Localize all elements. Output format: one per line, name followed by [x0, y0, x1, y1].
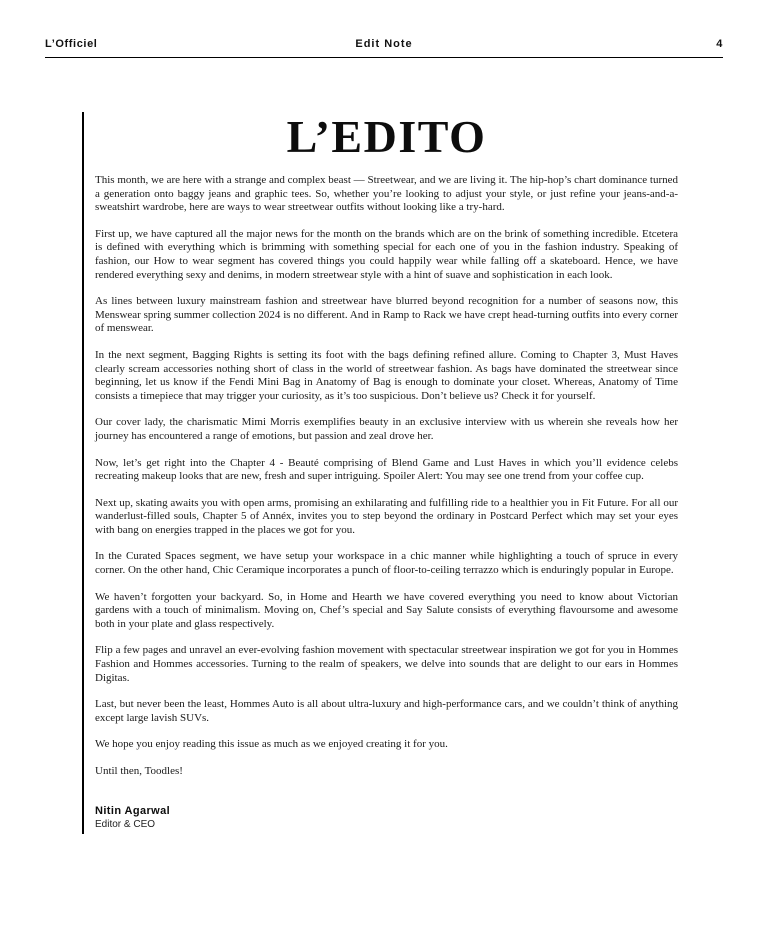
signature-name: Nitin Agarwal — [95, 804, 171, 817]
article-paragraph: Flip a few pages and unravel an ever-evolving fashion movement with spectacular streetwear inspiration we got for you in Hommes Fashion and Hommes accessories. Turning to the realm of speakers, we delve into sounds that are delight to our ears in Hommes Digitas. — [95, 644, 678, 684]
article-body — [95, 174, 678, 779]
article-paragraph: In the Curated Spaces segment, we have setup your workspace in a chic manner while highlighting a touch of spruce in every corner. On the other hand, Chic Ceramique incorporates a punch of floor-to-ceiling terrazzo which is enduringly popular in Europe. — [95, 550, 678, 577]
header-rule — [45, 57, 723, 58]
article-title: L’EDITO — [286, 111, 487, 162]
article-paragraph: We hope you enjoy reading this issue as much as we enjoyed creating it for you. — [95, 738, 448, 751]
signature-role: Editor & CEO — [95, 818, 156, 830]
magazine-name: L’Officiel — [45, 38, 98, 50]
page-number: 4 — [716, 38, 723, 50]
article-paragraph: Next up, skating awaits you with open arms, promising an exhilarating and fulfilling ride to a healthier you in Fit Future. For all our wanderlust-filled souls, Chapter 5 of Annéx, invites you to step beyond the ordinary in Postcard Perfect which may set your eyes with bang on energies trapped in the places we got for you. — [95, 496, 678, 536]
article-paragraph: Now, let’s get right into the Chapter 4 - Beauté comprising of Blend Game and Lust Haves in which you’ll evidence celebs recreating makeup looks that are new, fresh and super intriguing. Spoiler Alert: You may see one trend from your coffee cup. — [95, 456, 678, 483]
section-title: Edit Note — [355, 38, 413, 50]
article-paragraph: Until then, Toodles! — [95, 765, 183, 777]
page-header — [45, 38, 723, 50]
signature-block — [95, 805, 678, 830]
article-paragraph: First up, we have captured all the major news for the month on the brands which are on the brink of something incredible. Etcetera is defined with everything which is brimming with something special for each one of you in the fashion industry. Speaking of fashion, our How to wear segment has covered things you could happily wear while falling off a skateboard. Hence, we have rendered everything sexy and denims, in modern streetwear style with a hint of suave and sophistication in each look. — [95, 227, 678, 281]
article-paragraph: In the next segment, Bagging Rights is setting its foot with the bags defining refined allure. Coming to Chapter 3, Must Haves clearly scream accessories nothing short of class in the world of streetwear fashion. As bags have dominated the streetwear since beginning, let us know if the Fendi Mini Bag in Anatomy of Bag is enough to dominate your closet. Whereas, Anatomy of Time consists a timepiece that may trigger your curiosity, as it’s too suspicious. Don’t believe us? Check it for yourself. — [95, 348, 678, 402]
article-paragraph: This month, we are here with a strange and complex beast — Streetwear, and we are living it. The hip-hop’s chart dominance turned a generation onto baggy jeans and graphic tees. So, whether you’re looking to adjust your style, or just refine your jeans-and-a-sweatshirt wardrobe, here are ways to wear streetwear outfits without looking like a try-hard. — [95, 174, 678, 214]
article-paragraph: As lines between luxury mainstream fashion and streetwear have blurred beyond recognition for a number of seasons now, this Menswear spring summer collection 2024 is no different. And in Ramp to Rack we have crept head-turning outfits into every corner of menswear. — [95, 295, 678, 335]
article-paragraph: Last, but never been the least, Hommes Auto is all about ultra-luxury and high-performance cars, and we couldn’t think of anything except large lavish SUVs. — [95, 698, 678, 724]
article-paragraph: We haven’t forgotten your backyard. So, in Home and Hearth we have covered everything you need to know about Victorian gardens with a touch of minimalism. Moving on, Chef’s special and Say Salute consists of everything flavoursome and awesome both in your plate and glass respectively. — [95, 590, 678, 630]
article-paragraph: Our cover lady, the charismatic Mimi Morris exemplifies beauty in an exclusive interview with us wherein she reveals how her journey has encountered a range of emotions, but passion and zeal drove her. — [95, 416, 678, 442]
edit-note-article — [82, 112, 678, 834]
